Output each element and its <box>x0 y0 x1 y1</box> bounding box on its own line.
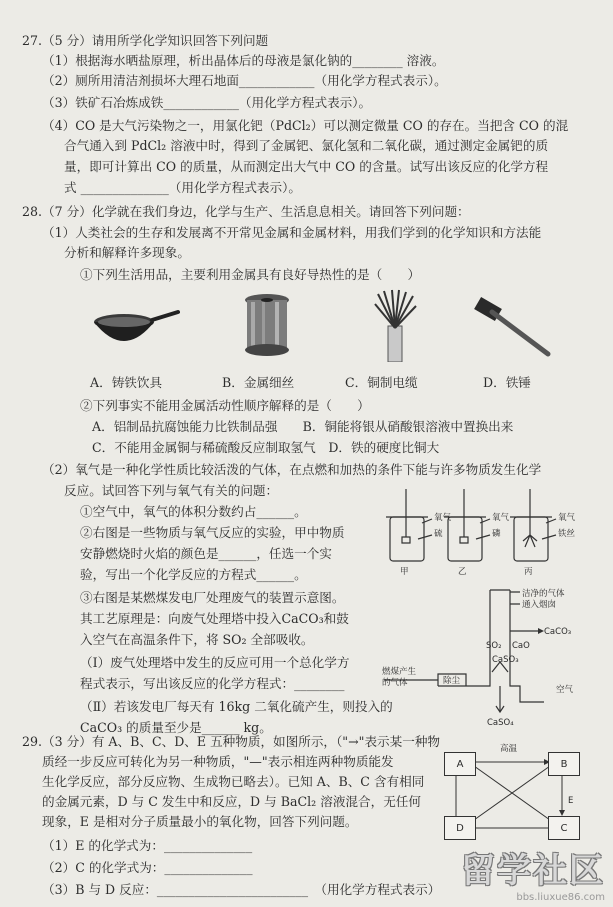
jar1-substance: 硫 <box>434 529 443 539</box>
q28-part2-line-b: 反应。试回答下列与氧气有关的问题： <box>64 483 279 498</box>
site-watermark <box>461 843 605 903</box>
wire-spool-picture <box>238 292 296 360</box>
clean-gas-label-a: 洁净的气体 <box>522 589 565 599</box>
q27-heading: 27.（5 分）请用所学化学知识回答下列问题 <box>22 33 269 48</box>
hammer-picture <box>472 296 554 358</box>
q27-line-3: （3）铁矿石冶炼成铁____________（用化学方程式表示）。 <box>42 95 372 110</box>
q28-part1-line-b: 分析和解释许多现象。 <box>64 245 190 260</box>
copper-cable-picture <box>372 288 418 362</box>
node-b: B <box>548 752 580 776</box>
node-a: A <box>444 752 476 776</box>
caso3-label: CaSO₃ <box>492 655 519 665</box>
q28-sub2-options-cd: C．不能用金属铜与稀硫酸反应制取氢气 D．铁的硬度比铜大 <box>92 440 440 455</box>
q28-sub2-options-ab: A．铝制品抗腐蚀能力比铁制品强 B．铜能将银从硝酸银溶液中置换出来 <box>92 419 514 434</box>
q28-oxygen-3c: 入空气在高温条件下，将 SO₂ 全部吸收。 <box>80 632 314 647</box>
q28-oxygen-1: ①空气中，氧气的体积分数约占______。 <box>80 504 307 519</box>
so2-label: SO₂ <box>486 641 502 651</box>
q27-line-7: 式 ______________（用化学方程式表示）。 <box>64 180 301 195</box>
q28-part2-line-a: （2）氧气是一种化学性质比较活泼的气体，在点燃和加热的条件下能与许多物质发生化学 <box>42 462 542 477</box>
flue-gas-label-b: 的气体 <box>382 678 408 688</box>
q27-line-1: （1）根据海水晒盐原理，析出晶体后的母液是氯化钠的________ 溶液。 <box>42 53 445 68</box>
option-d: D．铁锤 <box>483 375 531 390</box>
node-c: C <box>548 816 580 840</box>
q29-line-3: 生化学反应，部分反应物、生成物已略去）。已知 A、B、C 含有相同 <box>42 774 425 789</box>
dust-removal-label: 除尘 <box>443 676 461 686</box>
q28-oxygen-3a: ③右图是某燃煤发电厂处理废气的装置示意图。 <box>80 590 345 605</box>
clean-gas-label-b: 通入烟囱 <box>522 600 557 610</box>
q28-oxygen-2b: 安静燃烧时火焰的颜色是______，任选一个实 <box>80 546 332 561</box>
q28-sub2: ②下列事实不能用金属活动性顺序解释的是（ ） <box>80 398 370 413</box>
q29-line-2: 质经一步反应可转化为另一种物质，"—"表示相连两种物质能发 <box>42 754 394 769</box>
q28-heading: 28.（7 分）化学就在我们身边，化学与生产、生活息息相关。请回答下列问题： <box>22 204 470 219</box>
option-c: C．铜制电缆 <box>345 375 418 390</box>
q28-oxygen-2c: 验，写出一个化学反应的方程式______。 <box>80 567 307 582</box>
flue-gas-plant-figure <box>380 582 590 734</box>
jar3-gas-label: 氧气 <box>558 513 576 523</box>
wok-picture <box>88 298 180 360</box>
jar1-label: 甲 <box>400 567 409 577</box>
jar2-gas-label: 氧气 <box>492 513 510 523</box>
q28-oxygen-3d: （Ⅰ）废气处理塔中发生的反应可用一个总化学方 <box>80 655 350 670</box>
q27-line-4: （4）CO 是大气污染物之一，用氯化钯（PdCl₂）可以测定微量 CO 的存在。当把含 CO 的混 <box>42 118 569 133</box>
jar2-substance: 磷 <box>492 529 501 539</box>
q29-line-4: 的金属元素，D 与 C 发生中和反应，D 与 BaCl₂ 溶液混合，无任何 <box>42 794 421 809</box>
option-b: B．金属细丝 <box>222 375 295 390</box>
watermark-url: bbs.liuxue86.com <box>516 892 605 903</box>
air-input-label: 空气 <box>556 685 574 695</box>
q28-oxygen-3f: （Ⅱ）若该发电厂每天有 16kg 二氧化硫产生，则投入的 <box>80 699 393 714</box>
jar3-label: 丙 <box>524 567 533 577</box>
jar3-substance: 铁丝 <box>558 529 576 539</box>
watermark-logo: 留学社区 <box>461 851 605 891</box>
q29-line-1: 29.（3 分）有 A、B、C、D、E 五种物质，如图所示，（"→"表示某一种物 <box>22 734 441 749</box>
q29-answer-3: （3）B 与 D 反应：________________________ （用化学方程式表示） <box>42 882 441 897</box>
q29-answer-1: （1）E 的化学式为：______________ <box>42 838 253 853</box>
q27-line-5: 合气通入到 PdCl₂ 溶液中时，得到了金属钯、氯化氢和二氧化碳，通过测定金属钯的质 <box>64 138 549 153</box>
option-a: A．铸铁饮具 <box>90 375 163 390</box>
cao-label: CaO <box>512 641 530 651</box>
q28-oxygen-3b: 其工艺原理是：向废气处理塔中投入CaCO₃和鼓 <box>80 611 349 626</box>
q28-oxygen-2a: ②右图是一些物质与氧气反应的实验，甲中物质 <box>80 525 345 540</box>
q28-oxygen-3g: CaCO₃ 的质量至少是______ kg。 <box>80 720 272 735</box>
q29-answer-2: （2）C 的化学式为：______________ <box>42 860 253 875</box>
q28-sub1: ①下列生活用品，主要利用金属具有良好导热性的是（ ） <box>80 267 421 282</box>
caco3-input-label: CaCO₃ <box>544 627 572 637</box>
q28-oxygen-3e: 程式表示，写出该反应的化学方程式：________ <box>80 676 345 691</box>
q27-line-2: （2）厕所用清洁剂损坏大理石地面____________（用化学方程式表示）。 <box>42 73 447 88</box>
q28-part1-line-a: （1）人类社会的生存和发展离不开常见金属和金属材料，用我们学到的化学知识和方法能 <box>42 225 542 240</box>
q29-line-5: 现象，E 是相对分子质量最小的氧化物，回答下列问题。 <box>42 814 358 829</box>
diagram-condition-label: 高温 <box>500 744 518 754</box>
jar1-gas-label: 氧气 <box>434 513 452 523</box>
flue-gas-label-a: 燃煤产生 <box>382 667 417 677</box>
node-d: D <box>444 816 476 840</box>
jar2-label: 乙 <box>458 567 467 577</box>
diagram-e-label: E <box>568 796 574 806</box>
q27-line-6: 量，即可计算出 CO 的质量，从而测定出大气中 CO 的含量。试写出该反应的化学方程 <box>64 159 549 174</box>
caso4-output-label: CaSO₄ <box>487 718 514 728</box>
